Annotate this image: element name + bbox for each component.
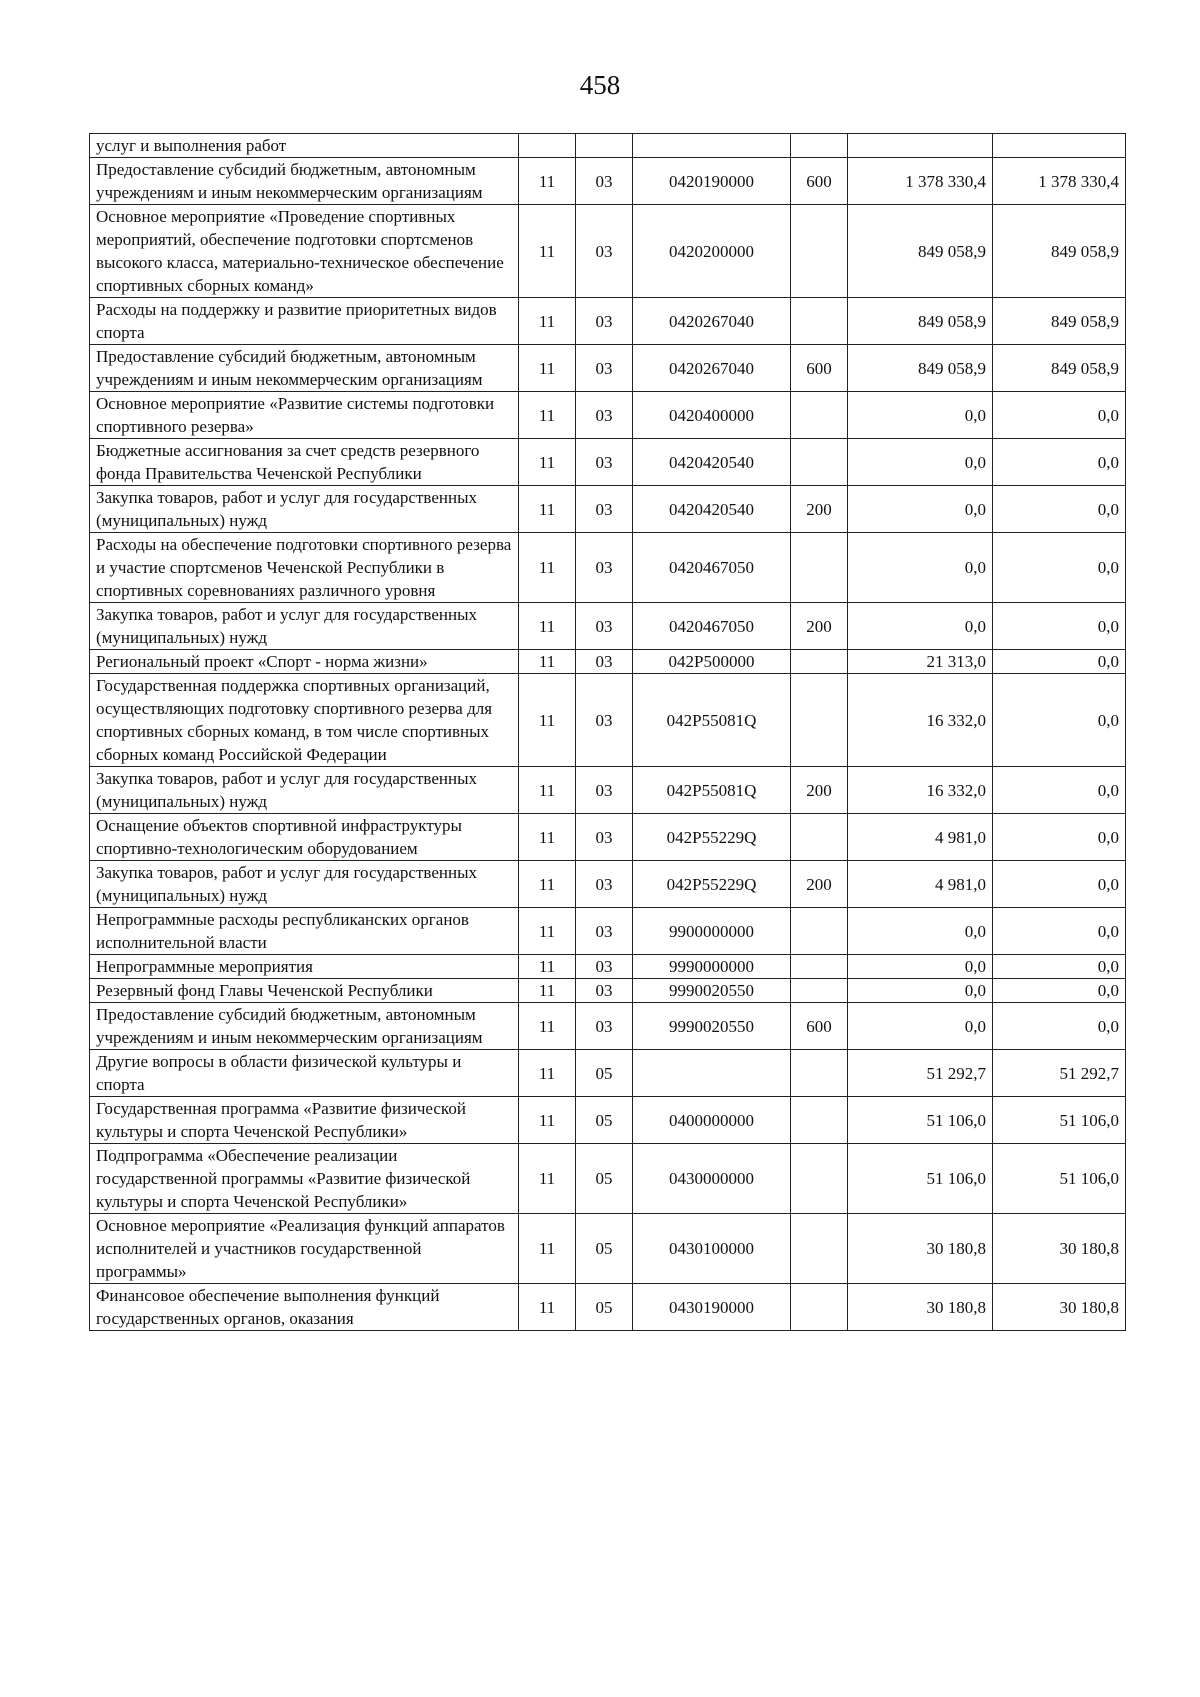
subsection-code-cell: 03 <box>576 814 633 861</box>
amount-first-year-cell: 849 058,9 <box>848 345 993 392</box>
row-name-cell: Другие вопросы в области физической культуры и спорта <box>90 1050 519 1097</box>
subsection-code-cell: 03 <box>576 650 633 674</box>
subsection-code-cell: 03 <box>576 955 633 979</box>
expense-type-cell: 200 <box>791 861 848 908</box>
amount-second-year-cell: 0,0 <box>993 603 1126 650</box>
budget-table <box>89 133 1126 1331</box>
amount-first-year-cell: 849 058,9 <box>848 298 993 345</box>
section-code-cell: 11 <box>519 345 576 392</box>
expense-type-cell <box>791 1214 848 1284</box>
row-name-cell: Закупка товаров, работ и услуг для государственных (муниципальных) нужд <box>90 767 519 814</box>
expense-type-cell <box>791 298 848 345</box>
section-code-cell: 11 <box>519 908 576 955</box>
table-row <box>90 158 1126 205</box>
target-article-cell: 0430100000 <box>633 1214 791 1284</box>
amount-second-year-cell: 0,0 <box>993 674 1126 767</box>
amount-first-year-cell: 30 180,8 <box>848 1214 993 1284</box>
target-article-cell: 0420200000 <box>633 205 791 298</box>
subsection-code-cell: 03 <box>576 861 633 908</box>
expense-type-cell <box>791 1050 848 1097</box>
expense-type-cell: 600 <box>791 345 848 392</box>
section-code-cell: 11 <box>519 1050 576 1097</box>
subsection-code-cell: 03 <box>576 603 633 650</box>
amount-first-year-cell: 4 981,0 <box>848 861 993 908</box>
section-code-cell: 11 <box>519 158 576 205</box>
amount-second-year-cell: 0,0 <box>993 814 1126 861</box>
subsection-code-cell: 03 <box>576 674 633 767</box>
row-name-cell: Непрограммные мероприятия <box>90 955 519 979</box>
subsection-code-cell: 03 <box>576 205 633 298</box>
target-article-cell: 042P55081Q <box>633 767 791 814</box>
target-article-cell <box>633 1050 791 1097</box>
amount-second-year-cell: 0,0 <box>993 979 1126 1003</box>
target-article-cell: 042P55229Q <box>633 814 791 861</box>
subsection-code-cell: 03 <box>576 486 633 533</box>
section-code-cell: 11 <box>519 533 576 603</box>
amount-first-year-cell: 0,0 <box>848 908 993 955</box>
table-row <box>90 1050 1126 1097</box>
row-name-cell: Закупка товаров, работ и услуг для государственных (муниципальных) нужд <box>90 603 519 650</box>
amount-second-year-cell: 30 180,8 <box>993 1214 1126 1284</box>
section-code-cell: 11 <box>519 979 576 1003</box>
section-code-cell: 11 <box>519 298 576 345</box>
expense-type-cell <box>791 908 848 955</box>
row-name-cell: Предоставление субсидий бюджетным, автономным учреждениям и иным некоммерческим организациям <box>90 1003 519 1050</box>
target-article-cell: 9990000000 <box>633 955 791 979</box>
target-article-cell: 042P55081Q <box>633 674 791 767</box>
table-row <box>90 650 1126 674</box>
expense-type-cell <box>791 955 848 979</box>
expense-type-cell <box>791 650 848 674</box>
section-code-cell: 11 <box>519 1144 576 1214</box>
amount-first-year-cell: 0,0 <box>848 486 993 533</box>
target-article-cell: 0430000000 <box>633 1144 791 1214</box>
amount-second-year-cell: 0,0 <box>993 955 1126 979</box>
amount-second-year-cell: 0,0 <box>993 439 1126 486</box>
table-row <box>90 205 1126 298</box>
expense-type-cell <box>791 134 848 158</box>
expense-type-cell <box>791 674 848 767</box>
table-row <box>90 1144 1126 1214</box>
amount-second-year-cell: 0,0 <box>993 533 1126 603</box>
amount-first-year-cell: 51 106,0 <box>848 1144 993 1214</box>
expense-type-cell <box>791 392 848 439</box>
amount-first-year-cell: 16 332,0 <box>848 674 993 767</box>
target-article-cell: 042P500000 <box>633 650 791 674</box>
row-name-cell: Оснащение объектов спортивной инфраструктуры спортивно-технологическим оборудованием <box>90 814 519 861</box>
row-name-cell: Основное мероприятие «Реализация функций аппаратов исполнителей и участников государственной программы» <box>90 1214 519 1284</box>
amount-first-year-cell: 0,0 <box>848 979 993 1003</box>
row-name-cell: Предоставление субсидий бюджетным, автономным учреждениям и иным некоммерческим организациям <box>90 158 519 205</box>
amount-second-year-cell <box>993 134 1126 158</box>
row-name-cell: Бюджетные ассигнования за счет средств резервного фонда Правительства Чеченской Республики <box>90 439 519 486</box>
subsection-code-cell: 03 <box>576 767 633 814</box>
table-row <box>90 1214 1126 1284</box>
table-row <box>90 392 1126 439</box>
table-row <box>90 1097 1126 1144</box>
row-name-cell: Подпрограмма «Обеспечение реализации государственной программы «Развитие физической культуры и спорта Чеченской Республики» <box>90 1144 519 1214</box>
section-code-cell: 11 <box>519 767 576 814</box>
target-article-cell: 0420420540 <box>633 486 791 533</box>
row-name-cell: Расходы на поддержку и развитие приоритетных видов спорта <box>90 298 519 345</box>
amount-second-year-cell: 0,0 <box>993 392 1126 439</box>
target-article-cell: 0420467050 <box>633 603 791 650</box>
amount-first-year-cell: 0,0 <box>848 955 993 979</box>
expense-type-cell <box>791 979 848 1003</box>
row-name-cell: Расходы на обеспечение подготовки спортивного резерва и участие спортсменов Чеченской Республики в спортивных соревнованиях различного уровня <box>90 533 519 603</box>
table-row <box>90 439 1126 486</box>
expense-type-cell: 600 <box>791 1003 848 1050</box>
section-code-cell: 11 <box>519 603 576 650</box>
amount-first-year-cell <box>848 134 993 158</box>
amount-second-year-cell: 0,0 <box>993 767 1126 814</box>
row-name-cell: Основное мероприятие «Развитие системы подготовки спортивного резерва» <box>90 392 519 439</box>
table-row <box>90 955 1126 979</box>
target-article-cell: 0420420540 <box>633 439 791 486</box>
amount-first-year-cell: 16 332,0 <box>848 767 993 814</box>
subsection-code-cell: 05 <box>576 1050 633 1097</box>
amount-second-year-cell: 0,0 <box>993 861 1126 908</box>
amount-second-year-cell: 0,0 <box>993 908 1126 955</box>
row-name-cell: Основное мероприятие «Проведение спортивных мероприятий, обеспечение подготовки спортсменов высокого класса, материально-техническое обеспечение спортивных сборных команд» <box>90 205 519 298</box>
subsection-code-cell: 03 <box>576 908 633 955</box>
expense-type-cell: 200 <box>791 767 848 814</box>
amount-second-year-cell: 51 106,0 <box>993 1097 1126 1144</box>
page-number: 458 <box>579 70 621 100</box>
table-row <box>90 908 1126 955</box>
table-row <box>90 486 1126 533</box>
amount-second-year-cell: 849 058,9 <box>993 298 1126 345</box>
subsection-code-cell: 03 <box>576 439 633 486</box>
table-row <box>90 674 1126 767</box>
section-code-cell: 11 <box>519 814 576 861</box>
amount-first-year-cell: 51 106,0 <box>848 1097 993 1144</box>
table-row <box>90 345 1126 392</box>
section-code-cell: 11 <box>519 861 576 908</box>
table-row <box>90 814 1126 861</box>
table-row <box>90 298 1126 345</box>
section-code-cell: 11 <box>519 1284 576 1331</box>
amount-first-year-cell: 21 313,0 <box>848 650 993 674</box>
amount-first-year-cell: 0,0 <box>848 392 993 439</box>
subsection-code-cell: 05 <box>576 1284 633 1331</box>
amount-second-year-cell: 849 058,9 <box>993 205 1126 298</box>
row-name-cell: Непрограммные расходы республиканских органов исполнительной власти <box>90 908 519 955</box>
row-name-cell: Финансовое обеспечение выполнения функций государственных органов, оказания <box>90 1284 519 1331</box>
amount-second-year-cell: 0,0 <box>993 486 1126 533</box>
subsection-code-cell: 03 <box>576 979 633 1003</box>
table-row <box>90 134 1126 158</box>
row-name-cell: Закупка товаров, работ и услуг для государственных (муниципальных) нужд <box>90 861 519 908</box>
target-article-cell: 0420267040 <box>633 345 791 392</box>
table-body <box>90 134 1126 1331</box>
row-name-cell: Региональный проект «Спорт - норма жизни» <box>90 650 519 674</box>
section-code-cell: 11 <box>519 392 576 439</box>
expense-type-cell <box>791 533 848 603</box>
target-article-cell: 0420267040 <box>633 298 791 345</box>
target-article-cell: 9990020550 <box>633 1003 791 1050</box>
section-code-cell: 11 <box>519 955 576 979</box>
table-row <box>90 979 1126 1003</box>
section-code-cell <box>519 134 576 158</box>
subsection-code-cell: 05 <box>576 1214 633 1284</box>
expense-type-cell: 200 <box>791 603 848 650</box>
amount-first-year-cell: 1 378 330,4 <box>848 158 993 205</box>
subsection-code-cell: 03 <box>576 1003 633 1050</box>
row-name-cell: Государственная поддержка спортивных организаций, осуществляющих подготовку спортивного резерва для спортивных сборных команд, в том числе спортивных сборных команд Российской Федерации <box>90 674 519 767</box>
amount-second-year-cell: 30 180,8 <box>993 1284 1126 1331</box>
amount-first-year-cell: 4 981,0 <box>848 814 993 861</box>
target-article-cell: 042P55229Q <box>633 861 791 908</box>
amount-first-year-cell: 51 292,7 <box>848 1050 993 1097</box>
target-article-cell: 0420467050 <box>633 533 791 603</box>
table-row <box>90 1284 1126 1331</box>
amount-first-year-cell: 0,0 <box>848 533 993 603</box>
target-article-cell: 0400000000 <box>633 1097 791 1144</box>
expense-type-cell: 200 <box>791 486 848 533</box>
table-row <box>90 1003 1126 1050</box>
expense-type-cell <box>791 1097 848 1144</box>
section-code-cell: 11 <box>519 650 576 674</box>
table-row <box>90 533 1126 603</box>
expense-type-cell <box>791 205 848 298</box>
subsection-code-cell: 05 <box>576 1144 633 1214</box>
section-code-cell: 11 <box>519 1097 576 1144</box>
amount-first-year-cell: 0,0 <box>848 1003 993 1050</box>
expense-type-cell <box>791 1144 848 1214</box>
target-article-cell: 9900000000 <box>633 908 791 955</box>
amount-second-year-cell: 51 292,7 <box>993 1050 1126 1097</box>
amount-second-year-cell: 0,0 <box>993 1003 1126 1050</box>
subsection-code-cell: 03 <box>576 298 633 345</box>
expense-type-cell <box>791 1284 848 1331</box>
row-name-cell: Резервный фонд Главы Чеченской Республики <box>90 979 519 1003</box>
target-article-cell: 0430190000 <box>633 1284 791 1331</box>
subsection-code-cell: 03 <box>576 158 633 205</box>
amount-first-year-cell: 0,0 <box>848 603 993 650</box>
section-code-cell: 11 <box>519 439 576 486</box>
subsection-code-cell: 05 <box>576 1097 633 1144</box>
subsection-code-cell: 03 <box>576 533 633 603</box>
expense-type-cell <box>791 439 848 486</box>
section-code-cell: 11 <box>519 205 576 298</box>
expense-type-cell: 600 <box>791 158 848 205</box>
row-name-cell: Предоставление субсидий бюджетным, автономным учреждениям и иным некоммерческим организациям <box>90 345 519 392</box>
row-name-cell: Государственная программа «Развитие физической культуры и спорта Чеченской Республики» <box>90 1097 519 1144</box>
target-article-cell: 0420400000 <box>633 392 791 439</box>
section-code-cell: 11 <box>519 674 576 767</box>
section-code-cell: 11 <box>519 486 576 533</box>
amount-second-year-cell: 0,0 <box>993 650 1126 674</box>
table-row <box>90 861 1126 908</box>
amount-first-year-cell: 30 180,8 <box>848 1284 993 1331</box>
amount-second-year-cell: 1 378 330,4 <box>993 158 1126 205</box>
target-article-cell <box>633 134 791 158</box>
subsection-code-cell: 03 <box>576 345 633 392</box>
section-code-cell: 11 <box>519 1214 576 1284</box>
amount-second-year-cell: 51 106,0 <box>993 1144 1126 1214</box>
subsection-code-cell <box>576 134 633 158</box>
expense-type-cell <box>791 814 848 861</box>
subsection-code-cell: 03 <box>576 392 633 439</box>
amount-first-year-cell: 0,0 <box>848 439 993 486</box>
table-row <box>90 767 1126 814</box>
row-name-cell: услуг и выполнения работ <box>90 134 519 158</box>
amount-first-year-cell: 849 058,9 <box>848 205 993 298</box>
target-article-cell: 9990020550 <box>633 979 791 1003</box>
section-code-cell: 11 <box>519 1003 576 1050</box>
row-name-cell: Закупка товаров, работ и услуг для государственных (муниципальных) нужд <box>90 486 519 533</box>
target-article-cell: 0420190000 <box>633 158 791 205</box>
table-row <box>90 603 1126 650</box>
amount-second-year-cell: 849 058,9 <box>993 345 1126 392</box>
